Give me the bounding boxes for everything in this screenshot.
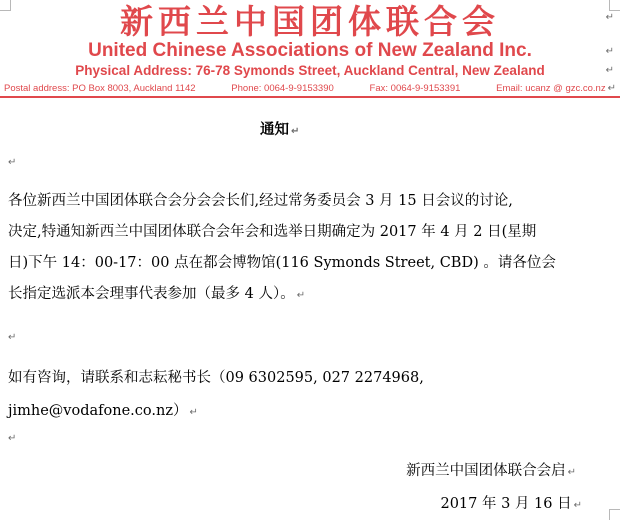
paragraph-mark: ↵: [605, 46, 614, 57]
fax-number: Fax: 0064-9-9153391: [369, 83, 461, 94]
postal-address: Postal address: PO Box 8003, Auckland 1142: [4, 83, 196, 94]
paragraph-mark: ↵: [189, 407, 198, 418]
paragraph-line: 各位新西兰中国团体联合会分会会长们,经过常务委员会 3 月 15 日会议的讨论,: [8, 193, 513, 209]
signature-line: 新西兰中国团体联合会启 ↵: [406, 463, 576, 479]
organization-english-name: United Chinese Associations of New Zealand Inc.: [88, 40, 532, 61]
paragraph-mark: ↵: [605, 65, 614, 76]
physical-address: Physical Address: 76-78 Symonds Street, Auckland Central, New Zealand: [75, 63, 545, 78]
contact-line: [4, 82, 616, 95]
paragraph-line: jimhe@vodafone.co.nz） ↵: [8, 403, 198, 419]
empty-paragraph-mark: ↵: [8, 433, 17, 444]
document-title: 通知 ↵: [260, 121, 300, 138]
paragraph-line: 如有咨询，请联系和志耘秘书长（09 6302595, 027 2274968,: [8, 370, 424, 386]
contact-paragraph: [8, 362, 608, 429]
paragraph-line: 决定,特通知新西兰中国团体联合会年会和选举日期确定为 2017 年 4 月 2 日(星期: [8, 224, 537, 240]
email-address: Email: ucanz @ gzc.co.nz ↵: [496, 83, 616, 94]
date-line: 2017 年 3 月 16 日 ↵: [440, 496, 582, 512]
paragraph-mark: ↵: [296, 290, 306, 301]
paragraph-mark: ↵: [605, 12, 614, 23]
organization-chinese-name: 新西兰中国团体联合会: [120, 2, 500, 41]
paragraph-line: 长指定选派本会理事代表参加（最多 4 人）。 ↵: [8, 286, 306, 302]
empty-paragraph-mark: ↵: [8, 157, 17, 168]
phone-number: Phone: 0064-9-9153390: [231, 83, 334, 94]
letterhead-divider: [0, 96, 620, 98]
paragraph-mark: ↵: [291, 126, 300, 137]
paragraph-mark: ↵: [607, 83, 616, 94]
empty-paragraph-mark: ↵: [8, 332, 17, 343]
page-corner-mark: [609, 509, 620, 520]
paragraph-mark: ↵: [573, 500, 582, 511]
paragraph-line: 日)下午 14：00-17：00 点在都会博物馆(116 Symonds Street, CBD) 。请各位会: [8, 255, 556, 271]
paragraph-mark: ↵: [567, 467, 576, 478]
notice-paragraph: [8, 186, 608, 311]
